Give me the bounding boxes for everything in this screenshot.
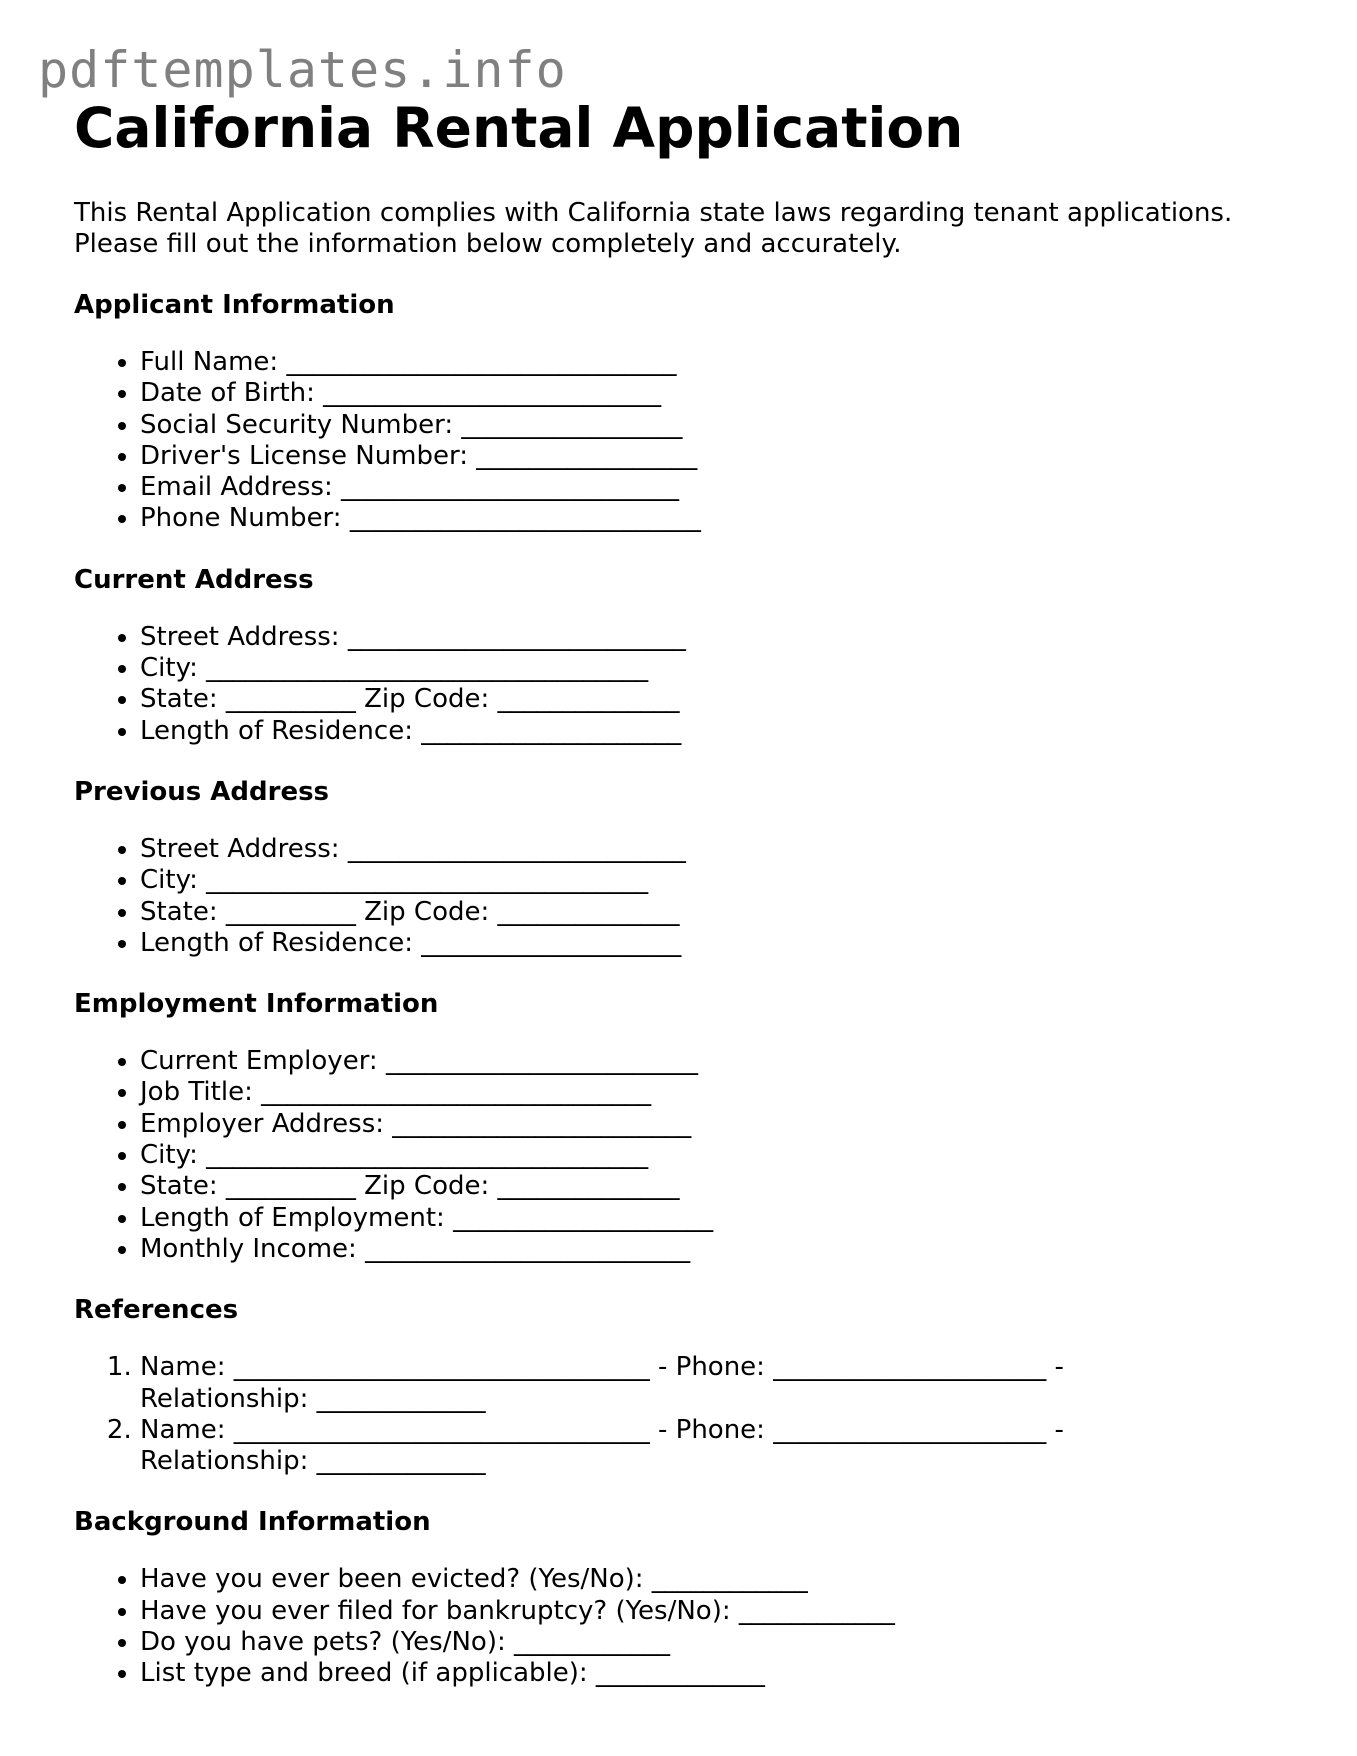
list-item: • State: __________ Zip Code: ______________ — [140, 684, 1314, 715]
watermark: pdftemplates.info — [38, 41, 567, 99]
section-heading-employment: Employment Information — [74, 989, 439, 1020]
list-item: • City: __________________________________ — [140, 653, 1314, 684]
list-item: • Street Address: __________________________ — [140, 622, 1314, 653]
list-item: • Current Employer: ________________________ — [140, 1046, 1314, 1077]
list-item: • Job Title: ______________________________ — [140, 1077, 1314, 1108]
background-list — [74, 1564, 1314, 1689]
section-heading-current-address: Current Address — [74, 564, 314, 595]
list-item: • Length of Residence: ____________________ — [140, 928, 1314, 959]
employment-list — [74, 1046, 1314, 1265]
list-item: 2. Name: ________________________________ - Phone: _____________________ - Relationship: _____________ — [140, 1415, 1220, 1478]
list-item: • State: __________ Zip Code: ______________ — [140, 1171, 1314, 1202]
section-heading-references: References — [74, 1295, 239, 1326]
list-item: • City: __________________________________ — [140, 1140, 1314, 1171]
list-item: • Length of Residence: ____________________ — [140, 716, 1314, 747]
list-item: • City: __________________________________ — [140, 865, 1314, 896]
list-item: • Have you ever been evicted? (Yes/No): ____________ — [140, 1564, 1314, 1595]
intro-line: This Rental Application complies with California state laws regarding tenant applications. — [74, 198, 1233, 228]
list-item: • Email Address: __________________________ — [140, 472, 1314, 503]
intro-paragraph — [74, 198, 1314, 260]
list-item: • Social Security Number: _________________ — [140, 410, 1314, 441]
list-item: • Driver's License Number: _________________ — [140, 441, 1314, 472]
section-heading-previous-address: Previous Address — [74, 776, 330, 807]
list-item: • Date of Birth: __________________________ — [140, 378, 1314, 409]
list-item: • Employer Address: _______________________ — [140, 1109, 1314, 1140]
list-item: • State: __________ Zip Code: ______________ — [140, 897, 1314, 928]
list-item: • Have you ever filed for bankruptcy? (Yes/No): ____________ — [140, 1596, 1314, 1627]
list-item: • List type and breed (if applicable): _____________ — [140, 1658, 1314, 1689]
page-title: California Rental Application — [74, 96, 964, 160]
section-heading-background: Background Information — [74, 1507, 431, 1538]
applicant-list — [74, 347, 1314, 535]
references-list — [74, 1352, 1314, 1477]
list-item: • Length of Employment: ____________________ — [140, 1203, 1314, 1234]
list-item: • Do you have pets? (Yes/No): ____________ — [140, 1627, 1314, 1658]
list-item: • Phone Number: ___________________________ — [140, 503, 1314, 534]
list-item: • Full Name: ______________________________ — [140, 347, 1314, 378]
previous-address-list — [74, 834, 1314, 959]
section-heading-applicant: Applicant Information — [74, 290, 395, 320]
list-item: • Street Address: __________________________ — [140, 834, 1314, 865]
intro-line: Please fill out the information below completely and accurately. — [74, 229, 902, 259]
current-address-list — [74, 622, 1314, 747]
document — [74, 92, 1314, 1690]
list-item: 1. Name: ________________________________ - Phone: _____________________ - Relationship: _____________ — [140, 1352, 1220, 1415]
list-item: • Monthly Income: _________________________ — [140, 1234, 1314, 1265]
